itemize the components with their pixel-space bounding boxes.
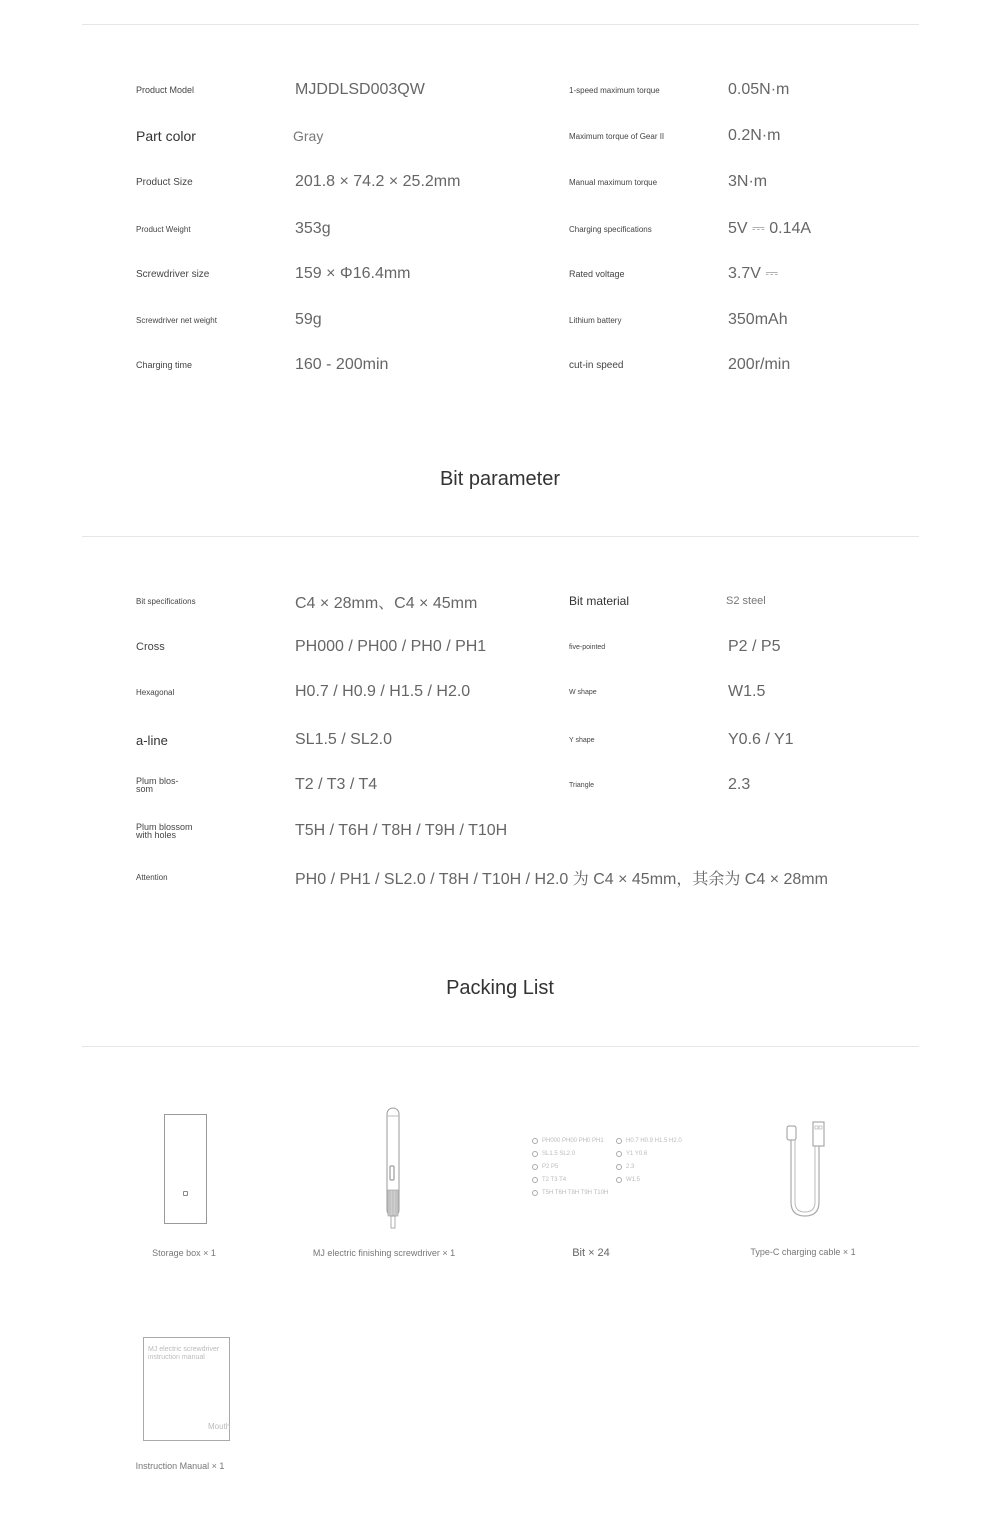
bit-set-entry: P2 P5 — [532, 1164, 558, 1170]
spec-row — [0, 251, 1000, 297]
bit-set-entry: SL1.5 SL2.0 — [532, 1151, 575, 1157]
spec-row — [0, 67, 1000, 113]
spec-label: Lithium battery — [569, 315, 622, 325]
mi-logo-icon — [183, 1191, 188, 1196]
bit-label: Y shape — [569, 736, 595, 744]
manual-cover-title: MJ electric screwdriver instruction manual — [148, 1346, 220, 1361]
divider-packing — [82, 1046, 919, 1047]
spec-label: Product Size — [136, 176, 193, 188]
storage-box-image — [164, 1114, 207, 1224]
spec-value: 159 × Φ16.4mm — [295, 265, 411, 282]
bit-torx-icon — [532, 1177, 538, 1183]
bit-label-line-2: som — [136, 784, 154, 794]
spec-row — [0, 297, 1000, 343]
pack-caption: Storage box × 1 — [152, 1248, 216, 1258]
spec-label: Rated voltage — [569, 269, 625, 279]
spec-value: 59g — [295, 311, 322, 328]
manual-image — [143, 1337, 230, 1441]
bit-label: Triangle — [569, 781, 595, 789]
spec-value: 350mAh — [728, 311, 788, 328]
spec-row — [0, 113, 1000, 159]
bit-value: H0.7 / H0.9 / H1.5 / H2.0 — [295, 683, 471, 700]
pack-caption: Type-C charging cable × 1 — [750, 1247, 856, 1257]
bit-label: Attention — [136, 872, 168, 882]
spec-value: MJDDLSD003QW — [295, 81, 425, 98]
bit-value: C4 × 28mm、C4 × 45mm — [295, 594, 478, 612]
bit-row — [0, 808, 1000, 854]
bit-value: T5H / T6H / T8H / T9H / T10H — [295, 822, 508, 839]
spec-label: 1-speed maximum torque — [569, 85, 660, 95]
bit-value: P2 / P5 — [728, 638, 781, 655]
bit-value: W1.5 — [728, 683, 766, 700]
spec-value: 0.2N·m — [728, 127, 781, 144]
pack-caption: Bit × 24 — [572, 1247, 610, 1259]
bit-value: Y0.6 / Y1 — [728, 731, 794, 748]
bit-set-image — [532, 1138, 702, 1204]
bit-set-entry: Y1 Y0.6 — [616, 1151, 647, 1157]
bit-label: a-line — [136, 732, 168, 748]
bit-label: Bit material — [569, 594, 630, 608]
bit-set-entry: H0.7 H0.9 H1.5 H2.0 — [616, 1138, 682, 1144]
spec-label: Screwdriver size — [136, 268, 210, 280]
bit-hex-icon — [616, 1138, 622, 1144]
spec-row — [0, 342, 1000, 388]
bit-label-two-line — [136, 808, 193, 854]
spec-label: Product Model — [136, 85, 195, 95]
spec-label: Product Weight — [136, 224, 191, 234]
pack-caption: Instruction Manual × 1 — [135, 1461, 225, 1471]
manual-cover-footer: Mouth — [208, 1422, 231, 1431]
bit-set-entry: W1.5 — [616, 1177, 640, 1183]
bit-row — [0, 578, 1000, 624]
bit-value: PH000 / PH00 / PH0 / PH1 — [295, 638, 487, 655]
spec-label: Maximum torque of Gear II — [569, 131, 665, 141]
bit-row — [0, 762, 1000, 808]
spec-value: 201.8 × 74.2 × 25.2mm — [295, 173, 461, 190]
pack-caption: MJ electric finishing screwdriver × 1 — [312, 1248, 456, 1258]
bit-cross-icon — [532, 1138, 538, 1144]
spec-value: 200r/min — [728, 356, 791, 373]
bit-label: five-pointed — [569, 643, 606, 651]
bit-row — [0, 717, 1000, 763]
spec-label: Manual maximum torque — [569, 177, 658, 187]
bit-torx-hole-icon — [532, 1190, 538, 1196]
bit-label: W shape — [569, 688, 597, 696]
spec-value: 3N·m — [728, 173, 768, 190]
bit-set-entry: T2 T3 T4 — [532, 1177, 566, 1183]
bit-pentagon-icon — [532, 1164, 538, 1170]
divider-top — [82, 24, 919, 25]
spec-label: Part color — [136, 128, 196, 144]
bit-set-entry: PH000 PH00 PH0 PH1 — [532, 1138, 604, 1144]
cable-image — [780, 1118, 832, 1220]
bit-parameter-title: Bit parameter — [439, 468, 561, 490]
bit-value: S2 steel — [726, 595, 766, 607]
spec-value: 160 - 200min — [295, 356, 389, 373]
bit-value: T2 / T3 / T4 — [295, 776, 378, 793]
bit-row — [0, 669, 1000, 715]
spec-label: cut-in speed — [569, 359, 624, 371]
bit-label-line-2: with holes — [136, 830, 177, 840]
divider-bit — [82, 536, 919, 537]
bit-y-icon — [616, 1151, 622, 1157]
spec-value: 5V ⎓ 0.14A — [728, 220, 812, 237]
bit-label-two-line — [136, 762, 179, 808]
spec-label: Screwdriver net weight — [136, 315, 217, 325]
bit-label: Bit specifications — [136, 596, 196, 606]
bit-row — [0, 854, 1000, 900]
bit-label: Cross — [136, 641, 165, 653]
bit-label-line-1: Plum blos- — [136, 776, 179, 786]
bit-triangle-icon — [616, 1164, 622, 1170]
spec-value: 353g — [295, 220, 331, 237]
spec-label: Charging specifications — [569, 224, 652, 234]
spec-row — [0, 206, 1000, 252]
packing-list-title: Packing List — [446, 977, 554, 999]
screwdriver-image — [380, 1106, 406, 1230]
bit-label: Hexagonal — [136, 687, 175, 697]
bit-row — [0, 624, 1000, 670]
bit-value: PH0 / PH1 / SL2.0 / T8H / T10H / H2.0 为 C4 × 45mm，其余为 C4 × 28mm — [295, 870, 828, 888]
spec-label: Charging time — [136, 360, 193, 370]
bit-value: 2.3 — [728, 776, 751, 793]
spec-value: Gray — [293, 128, 324, 144]
bit-set-entry: T5H T6H T8H T9H T10H — [532, 1190, 608, 1196]
bit-w-icon — [616, 1177, 622, 1183]
spec-value: 0.05N·m — [728, 81, 790, 98]
bit-line-icon — [532, 1151, 538, 1157]
spec-row — [0, 159, 1000, 205]
spec-value: 3.7V ⎓ — [728, 265, 779, 282]
bit-label-line-1: Plum blossom — [136, 822, 193, 832]
bit-value: SL1.5 / SL2.0 — [295, 731, 392, 748]
bit-set-entry: 2.3 — [616, 1164, 634, 1170]
